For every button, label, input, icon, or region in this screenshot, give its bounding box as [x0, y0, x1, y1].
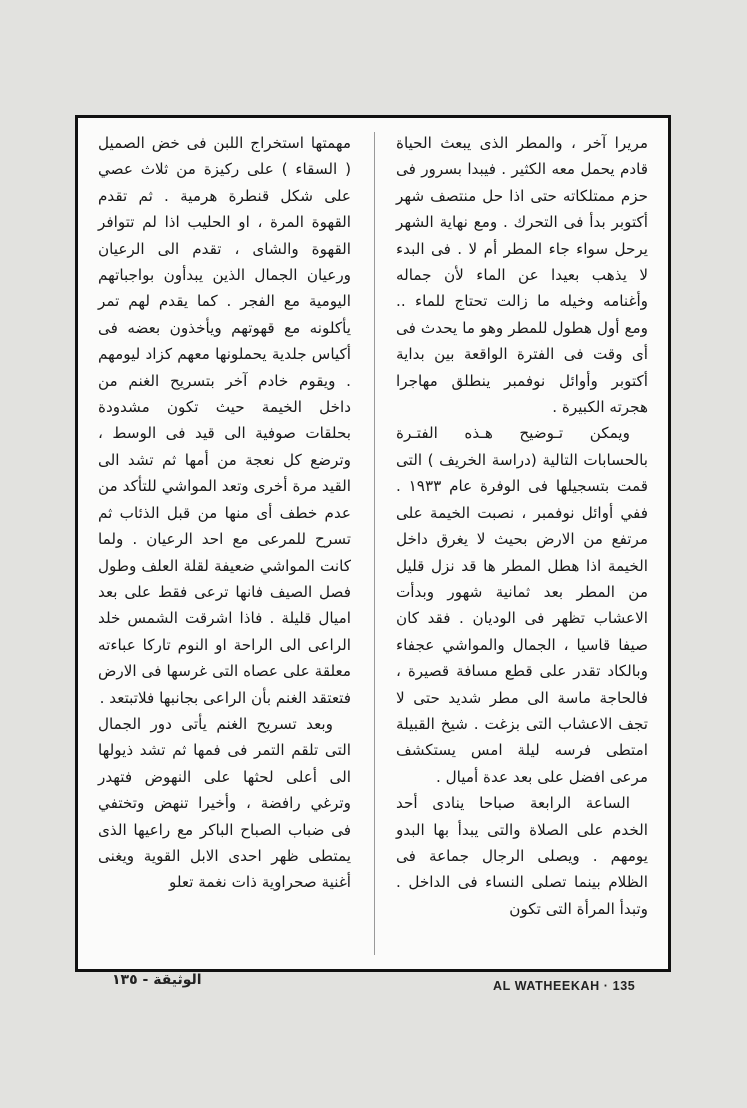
footer-journal-arabic: الوثيقة - ١٣٥ — [112, 972, 202, 988]
paragraph: مريرا آخر ، والمطر الذى يبعث الحياة قادم يحمل معه الكثير . فيبدا بسرور فى حزم ممتلكاته حتى اذا حل منتصف شهر أكتوبر بدأ فى التحرك . ومع نهاية الشهر يرحل سواء جاء المطر أم لا . فى البدء لا يذهب بعيدا عن الماء لأن جماله وأغنامه وخيله ما زالت تحتاج للماء .. ومع أول هطول للمطر وهو ما يحدث فى أى وقت فى الفترة الواقعة بين بداية أكتوبر وأوائل نوفمبر ينطلق مهاجرا هجرته الكبيرة . — [396, 134, 648, 417]
column-divider — [374, 132, 375, 955]
paragraph: الساعة الرابعة صباحا ينادى أحد الخدم على الصلاة والتى يبدأ بها البدو يومهم . ويصلى الرجال جماعة فى الظلام بينما تصلى النساء فى الداخل . وتبدأ المرأة التى تكون — [396, 794, 648, 918]
article-column-right — [396, 130, 648, 957]
paragraph: ويمكن تـوضيح هـذه الفتـرة بالحسابات التالية (دراسة الخريف ) التى قمت بتسجيلها فى الوفرة عام ١٩٣٣ . ففي أوائل نوفمبر ، نصبت الخيمة على مرتفع من الارض بحيث لا يغرق داخل الخيمة اذا هطل المطر ها قد نزل قليل من المطر بعد ثمانية شهور وبدأت الاعشاب تظهر فى الوديان . فقد كان صيفا قاسيا ، الجمال والمواشي عجفاء وبالكاد تقدر على قطع مسافة قصيرة ، فالحاجة ماسة الى مطر شديد حتى لا تجف الاعشاب التى بزغت . شيخ القبيلة امتطى فرسه ليلة امس يستكشف مرعى افضل على بعد عدة أميال . — [396, 424, 648, 786]
page-frame — [75, 115, 671, 972]
paragraph: وبعد تسريح الغنم يأتى دور الجمال التى تلقم التمر فى فمها ثم تشد ذيولها الى أعلى لحثها على النهوض فتهدر وترغي رافضة ، وأخيرا تنهض وتختفي فى ضباب الصباح الباكر مع راعيها الذى يمتطى ظهر احدى الابل القوية ويغنى أغنية صحراوية ذات نغمة تعلو — [98, 714, 351, 892]
article-column-left — [98, 130, 351, 957]
footer-journal-english: AL WATHEEKAH · 135 — [493, 979, 636, 993]
paragraph: مهمتها استخراج اللبن فى خض الصميل ( السقاء ) على ركيزة من ثلاث عصي على شكل قنطرة هرمية . ثم تقدم القهوة المرة ، او الحليب اذا لم تتوافر القهوة والشاى ، تقدم الى الرعيان ورعيان الجمال الذين يبدأون بواجباتهم اليومية مع الفجر . كما يقدم لهم تمر يأكلونه مع قهوتهم ويأخذون بعضه فى أكياس جلدية يحملونها معهم كزاد ليومهم . ويقوم خادم آخر بتسريح الغنم من داخل الخيمة حيث تكون مشدودة بحلقات صوفية الى قيد فى الوسط ، وترضع كل نعجة من أمها ثم تشد الى القيد مرة أخرى وتعد المواشي للتأكد من عدم خطف أى منها من قبل الذئاب ثم تسرح للمرعى مع احد الرعيان . ولما كانت المواشي ضعيفة لقلة العلف وطول فصل الصيف فانها ترعى فقط على بعد اميال قليلة . فاذا اشرقت الشمس خلد الراعى الى الراحة او النوم تاركا عباءته معلقة على عصاه التى غرسها فى الارض فتعتقد الغنم بأن الراعى بجانبها فلاتبتعد . — [98, 134, 351, 707]
